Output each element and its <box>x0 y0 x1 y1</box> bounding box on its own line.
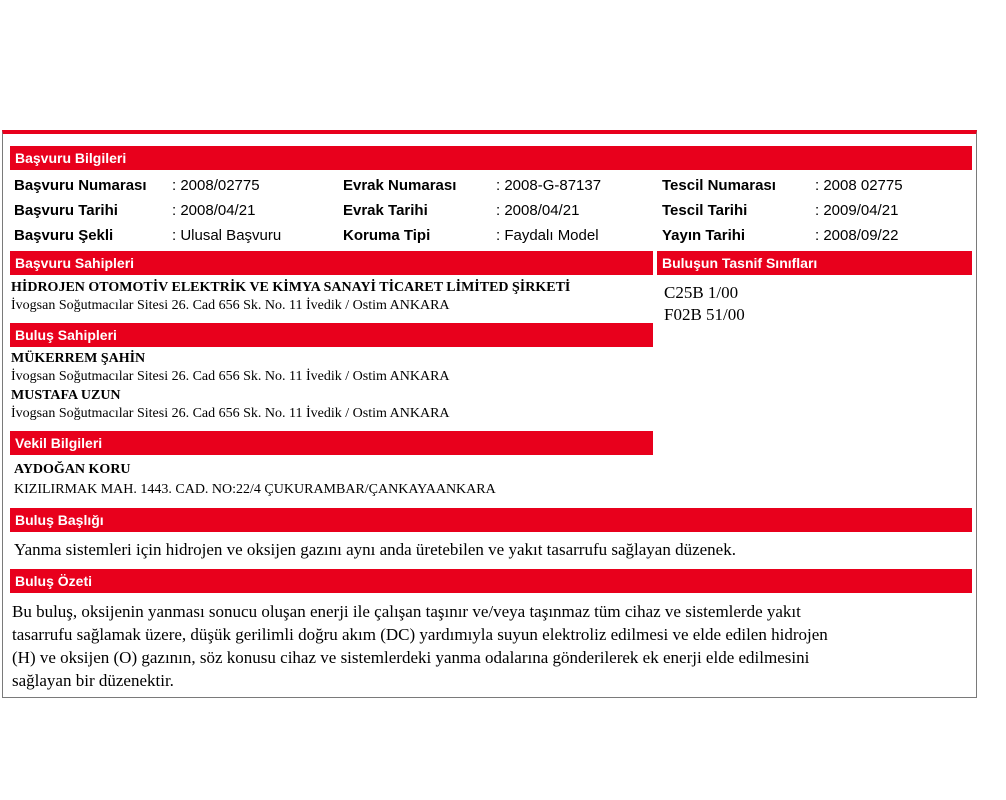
section-header-basvuru-sahipleri: Başvuru Sahipleri <box>10 251 653 275</box>
field-label: Koruma Tipi <box>343 227 431 244</box>
attorney-address: KIZILIRMAK MAH. 1443. CAD. NO:22/4 ÇUKURAMBAR/ÇANKAYAANKARA <box>14 482 496 497</box>
field-label: Evrak Numarası <box>343 177 457 194</box>
field-value: : 2009/04/21 <box>815 202 899 219</box>
inventor-address: İvogsan Soğutmacılar Sitesi 26. Cad 656 Sk. No. 11 İvedik / Ostim ANKARA <box>11 369 450 384</box>
field-koruma-tipi <box>343 227 430 244</box>
field-evrak-tarihi <box>343 202 428 219</box>
applicant-name: HİDROJEN OTOMOTİV ELEKTRİK VE KİMYA SANAYİ TİCARET LİMİTED ŞİRKETİ <box>11 280 571 295</box>
field-label: Evrak Tarihi <box>343 202 428 219</box>
field-evrak-numarasi <box>343 177 456 194</box>
inventor-name: MÜKERREM ŞAHİN <box>11 351 146 366</box>
abstract-line: tasarrufu sağlamak üzere, düşük gerilimli doğru akım (DC) yardımıyla suyun elektroliz edilmesi ve elde edilen hidrojen <box>12 625 828 644</box>
field-label: Başvuru Numarası <box>14 177 147 194</box>
section-header-tasnif: Buluşun Tasnif Sınıfları <box>657 251 972 275</box>
field-value: : 2008 02775 <box>815 177 903 194</box>
field-label: Tescil Tarihi <box>662 202 748 219</box>
invention-abstract <box>12 600 972 692</box>
attorney-name: AYDOĞAN KORU <box>14 462 131 477</box>
field-basvuru-numarasi <box>14 177 147 194</box>
field-tescil-numarasi <box>662 177 776 194</box>
section-header-basvuru-bilgileri: Başvuru Bilgileri <box>10 146 972 170</box>
field-label: Yayın Tarihi <box>662 227 746 244</box>
inventor-address: İvogsan Soğutmacılar Sitesi 26. Cad 656 Sk. No. 11 İvedik / Ostim ANKARA <box>11 406 450 421</box>
abstract-line: (H) ve oksijen (O) gazının, söz konusu cihaz ve sistemlerdeki yanma odalarına gönderilerek ek enerji elde edilmesini <box>12 648 810 667</box>
field-label: Tescil Numarası <box>662 177 776 194</box>
applicant-address: İvogsan Soğutmacılar Sitesi 26. Cad 656 Sk. No. 11 İvedik / Ostim ANKARA <box>11 298 450 313</box>
abstract-line: sağlayan bir düzenektir. <box>12 671 174 690</box>
field-tescil-tarihi <box>662 202 747 219</box>
section-header-bulus-ozeti: Buluş Özeti <box>10 569 972 593</box>
section-header-vekil: Vekil Bilgileri <box>10 431 653 455</box>
field-label: Başvuru Şekli <box>14 227 114 244</box>
field-value: : 2008/02775 <box>172 177 260 194</box>
field-basvuru-tarihi <box>14 202 118 219</box>
section-header-bulus-sahipleri: Buluş Sahipleri <box>10 323 653 347</box>
field-yayin-tarihi <box>662 227 745 244</box>
inventor-name: MUSTAFA UZUN <box>11 388 121 403</box>
class-code: C25B 1/00 <box>664 283 739 302</box>
field-value: : 2008-G-87137 <box>496 177 602 194</box>
field-value: : 2008/04/21 <box>172 202 256 219</box>
field-label: Başvuru Tarihi <box>14 202 118 219</box>
field-value: : Ulusal Başvuru <box>172 227 282 244</box>
field-value: : Faydalı Model <box>496 227 599 244</box>
section-header-bulus-basligi: Buluş Başlığı <box>10 508 972 532</box>
abstract-line: Bu buluş, oksijenin yanması sonucu oluşan enerji ile çalışan taşınır ve/veya taşınmaz tüm cihaz ve sistemlerde yakıt <box>12 602 801 621</box>
field-basvuru-sekli <box>14 227 113 244</box>
field-value: : 2008/09/22 <box>815 227 899 244</box>
invention-title: Yanma sistemleri için hidrojen ve oksijen gazını aynı anda üretebilen ve yakıt tasarrufu sağlayan düzenek. <box>14 540 736 559</box>
class-code: F02B 51/00 <box>664 305 745 324</box>
field-value: : 2008/04/21 <box>496 202 580 219</box>
